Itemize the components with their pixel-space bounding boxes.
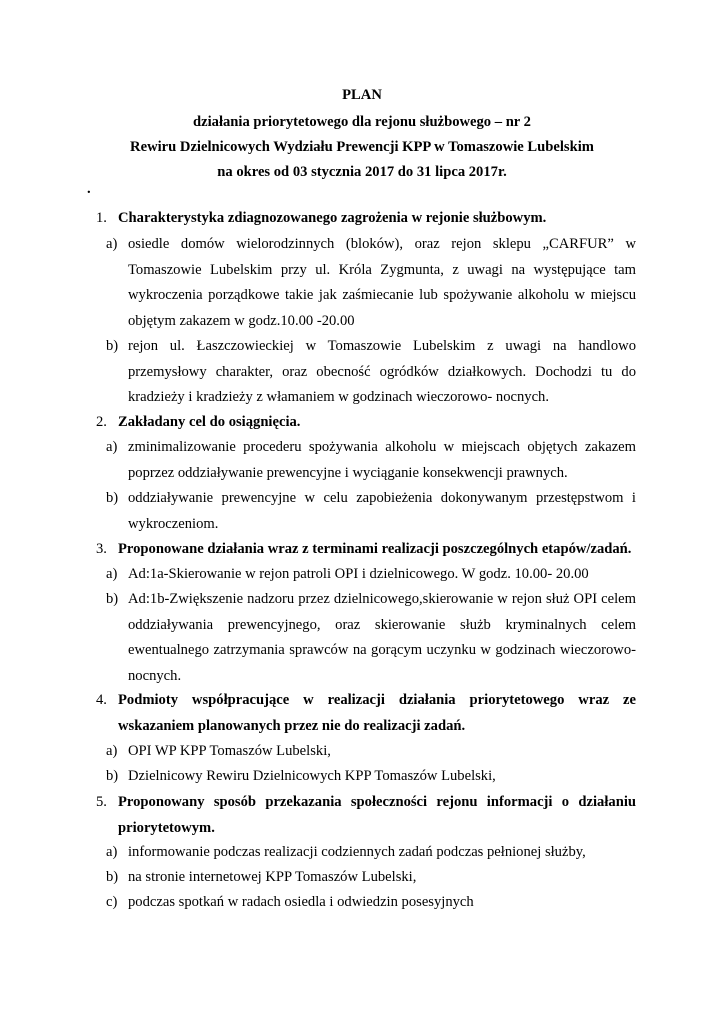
item-text: OPI WP KPP Tomaszów Lubelski,: [128, 743, 331, 759]
item-text: informowanie podczas realizacji codziennych zadań podczas pełnionej służby,: [128, 844, 586, 860]
item-text: rejon ul. Łaszczowieckiej w Tomaszowie Lubelskim z uwagi na handlowo przemysłowy charakter, oraz obecność ogródków działkowych. Dochodzi tu do kradzieży i kradzieży z włamaniem w godzinach wieczorowo- nocnych.: [128, 338, 636, 406]
item-letter: b): [106, 768, 119, 784]
section-5-heading: [96, 790, 636, 841]
item-letter: a): [106, 566, 118, 582]
item-letter: c): [106, 894, 118, 910]
item-letter: a): [106, 844, 118, 860]
item-letter: a): [106, 236, 118, 252]
item-text: osiedle domów wielorodzinnych (bloków), oraz rejon sklepu „CARFUR” w Tomaszowie Lubelskim przy ul. Króla Zygmunta, z uwagi na występujące tam wykroczenia porządkowe takie jak zaśmiecanie lub spożywanie alkoholu w miejscu objętym zakazem w godz.10.00 -20.00: [128, 236, 636, 329]
item-text: zminimalizowanie procederu spożywania alkoholu w miejscach objętych zakazem poprzez oddziaływanie prewencyjne i wyciąganie konsekwencji prawnych.: [128, 439, 636, 481]
section-number: 5.: [96, 794, 107, 810]
section-title: Podmioty współpracujące w realizacji działania priorytetowego wraz ze wskazaniem planowanych przez nie do realizacji zadań.: [118, 692, 636, 734]
item-letter: b): [106, 490, 119, 506]
section-title: Proponowane działania wraz z terminami realizacji poszczególnych etapów/zadań.: [118, 541, 632, 557]
document-title: PLAN: [342, 87, 382, 103]
section-5-item-c: [106, 890, 636, 916]
section-number: 2.: [96, 414, 107, 430]
document-subtitle-2: Rewiru Dzielnicowych Wydziału Prewencji KPP w Tomaszowie Lubelskim: [130, 139, 594, 155]
section-2-item-b: [106, 486, 636, 537]
section-1-item-a: [106, 232, 636, 334]
stray-mark: .: [87, 181, 91, 197]
section-5-item-a: [106, 840, 636, 866]
item-letter: b): [106, 591, 119, 607]
section-1-item-b: [106, 334, 636, 411]
section-1-heading: [96, 206, 636, 232]
item-letter: b): [106, 338, 119, 354]
section-3-heading: [96, 537, 636, 563]
item-text: na stronie internetowej KPP Tomaszów Lubelski,: [128, 869, 417, 885]
item-letter: b): [106, 869, 119, 885]
section-4-item-b: [106, 764, 636, 790]
item-text: Ad:1b-Zwiększenie nadzoru przez dzielnicowego,skierowanie w rejon służ OPI celem oddziaływania prewencyjnego, oraz skierowanie służb kryminalnych celem ewentualnego zatrzymania sprawców na gorącym uczynku w godzinach wieczorowo-nocnych.: [128, 591, 636, 684]
item-text: Dzielnicowy Rewiru Dzielnicowych KPP Tomaszów Lubelski,: [128, 768, 496, 784]
section-title: Zakładany cel do osiągnięcia.: [118, 414, 301, 430]
section-number: 4.: [96, 692, 107, 708]
section-number: 1.: [96, 210, 107, 226]
item-text: podczas spotkań w radach osiedla i odwiedzin posesyjnych: [128, 894, 474, 910]
section-5-item-b: [106, 865, 636, 891]
section-3-item-a: [106, 562, 636, 588]
section-title: Charakterystyka zdiagnozowanego zagrożenia w rejonie służbowym.: [118, 210, 547, 226]
section-2-item-a: [106, 435, 636, 486]
section-title: Proponowany sposób przekazania społeczności rejonu informacji o działaniu priorytetowym.: [118, 794, 636, 836]
item-letter: a): [106, 439, 118, 455]
section-2-heading: [96, 410, 636, 436]
item-letter: a): [106, 743, 118, 759]
section-4-heading: [96, 688, 636, 739]
section-number: 3.: [96, 541, 107, 557]
document-date-range: na okres od 03 stycznia 2017 do 31 lipca 2017r.: [217, 164, 507, 180]
item-text: Ad:1a-Skierowanie w rejon patroli OPI i dzielnicowego. W godz. 10.00- 20.00: [128, 566, 589, 582]
item-text: oddziaływanie prewencyjne w celu zapobieżenia dokonywanym przestępstwom i wykroczeniom.: [128, 490, 636, 532]
section-4-item-a: [106, 739, 636, 765]
document-subtitle-1: działania priorytetowego dla rejonu służbowego – nr 2: [193, 114, 531, 130]
section-3-item-b: [106, 587, 636, 689]
